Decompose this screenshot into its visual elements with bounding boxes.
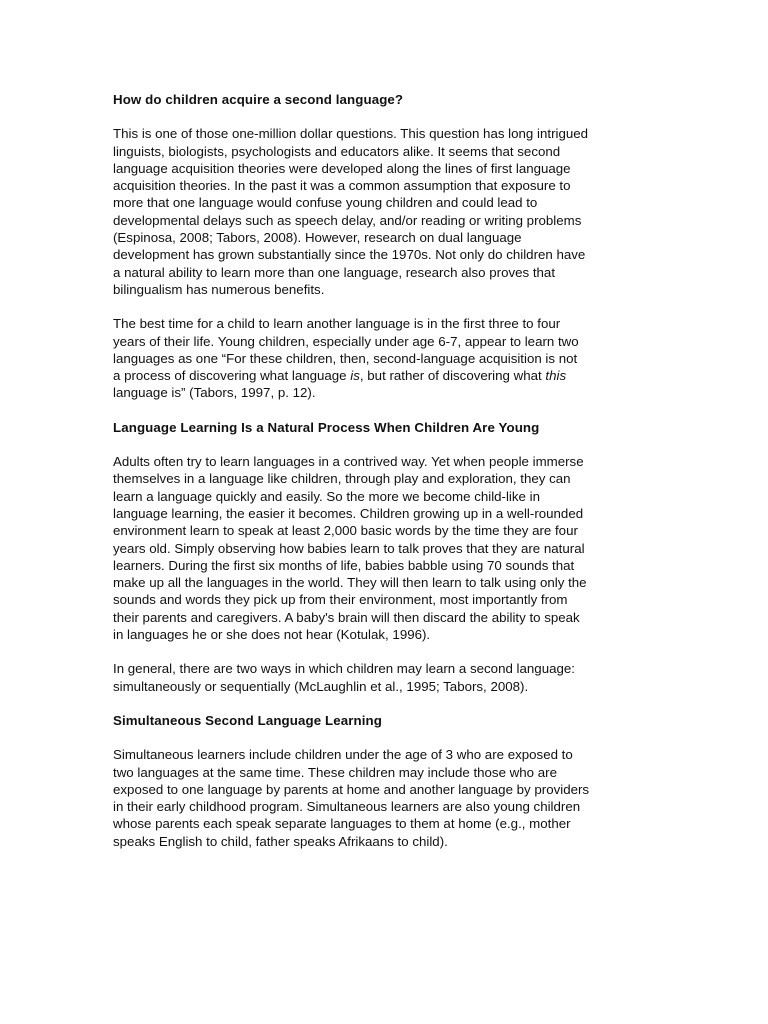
heading-natural-process: Language Learning Is a Natural Process When Children Are Young — [113, 419, 540, 435]
text-line: simultaneously or sequentially (McLaughlin et al., 1995; Tabors, 2008). — [113, 678, 529, 694]
text-run: a process of discovering what language — [113, 368, 351, 384]
text-line: (Espinosa, 2008; Tabors, 2008). However, research on dual language — [113, 230, 522, 246]
paragraph-two-ways — [113, 660, 658, 695]
text-line: This is one of those one-million dollar questions. This question has long intrigued — [113, 126, 589, 142]
text-line: In general, there are two ways in which children may learn a second language: — [113, 661, 575, 677]
text-line: exposed to one language by parents at home and another language by providers — [113, 781, 590, 797]
text-line: learn a language quickly and easily. So the more we become child-like in — [113, 488, 540, 504]
text-run: , but rather of discovering what — [359, 368, 546, 384]
text-line: speaks English to child, father speaks Afrikaans to child). — [113, 833, 448, 849]
text-line: language learning, the easier it becomes. Children growing up in a well-rounded — [113, 505, 584, 521]
document-body — [113, 91, 658, 867]
text-line: development has grown substantially since the 1970s. Not only do children have — [113, 247, 586, 263]
paragraph-simultaneous — [113, 746, 658, 850]
paragraph-best-time — [113, 315, 658, 401]
text-line: their parents and caregivers. A baby's brain will then discard the ability to speak — [113, 609, 580, 625]
text-line: language is” (Tabors, 1997, p. 12). — [113, 385, 316, 401]
text-line: in their early childhood program. Simultaneous learners are also young children — [113, 799, 581, 815]
text-line: languages as one “For these children, then, second-language acquisition is not — [113, 350, 578, 366]
italic-text: this — [545, 368, 567, 384]
text-line: language acquisition theories were developed along the lines of first language — [113, 160, 571, 176]
paragraph-adults — [113, 453, 658, 643]
text-line: in languages he or she does not hear (Kotulak, 1996). — [113, 627, 431, 643]
text-line: themselves in a language like children, through play and exploration, they can — [113, 471, 571, 487]
text-line: whose parents each speak separate languages to them at home (e.g., mother — [113, 816, 571, 832]
text-line: acquisition theories. In the past it was a common assumption that exposure to — [113, 178, 571, 194]
text-line: Simultaneous learners include children under the age of 3 who are exposed to — [113, 747, 573, 763]
text-line: two languages at the same time. These children may include those who are — [113, 764, 557, 780]
text-line: sounds and words they pick up from their environment, most importantly from — [113, 592, 568, 608]
text-line — [113, 367, 658, 384]
text-line: more that one language would confuse young children and could lead to — [113, 195, 538, 211]
heading-acquire-second-language: How do children acquire a second language? — [113, 92, 404, 107]
text-line: The best time for a child to learn another language is in the first three to four — [113, 316, 561, 332]
text-line: Adults often try to learn languages in a contrived way. Yet when people immerse — [113, 454, 584, 470]
paragraph-intro — [113, 125, 658, 298]
text-line: learners. During the first six months of life, babies babble using 70 sounds that — [113, 557, 575, 573]
heading-simultaneous-learning: Simultaneous Second Language Learning — [113, 712, 382, 728]
text-line: developmental delays such as speech delay, and/or reading or writing problems — [113, 212, 582, 228]
text-line: bilingualism has numerous benefits. — [113, 281, 325, 297]
text-line: years old. Simply observing how babies learn to talk proves that they are natural — [113, 540, 585, 556]
text-line: environment learn to speak at least 2,000 basic words by the time they are four — [113, 523, 578, 539]
text-line: years of their life. Young children, especially under age 6-7, appear to learn two — [113, 333, 579, 349]
text-line: linguists, biologists, psychologists and educators alike. It seems that second — [113, 143, 561, 159]
text-line: a natural ability to learn more than one language, research also proves that — [113, 264, 556, 280]
italic-text: is — [350, 368, 360, 384]
text-line: make up all the languages in the world. They will then learn to talk using only the — [113, 575, 587, 591]
